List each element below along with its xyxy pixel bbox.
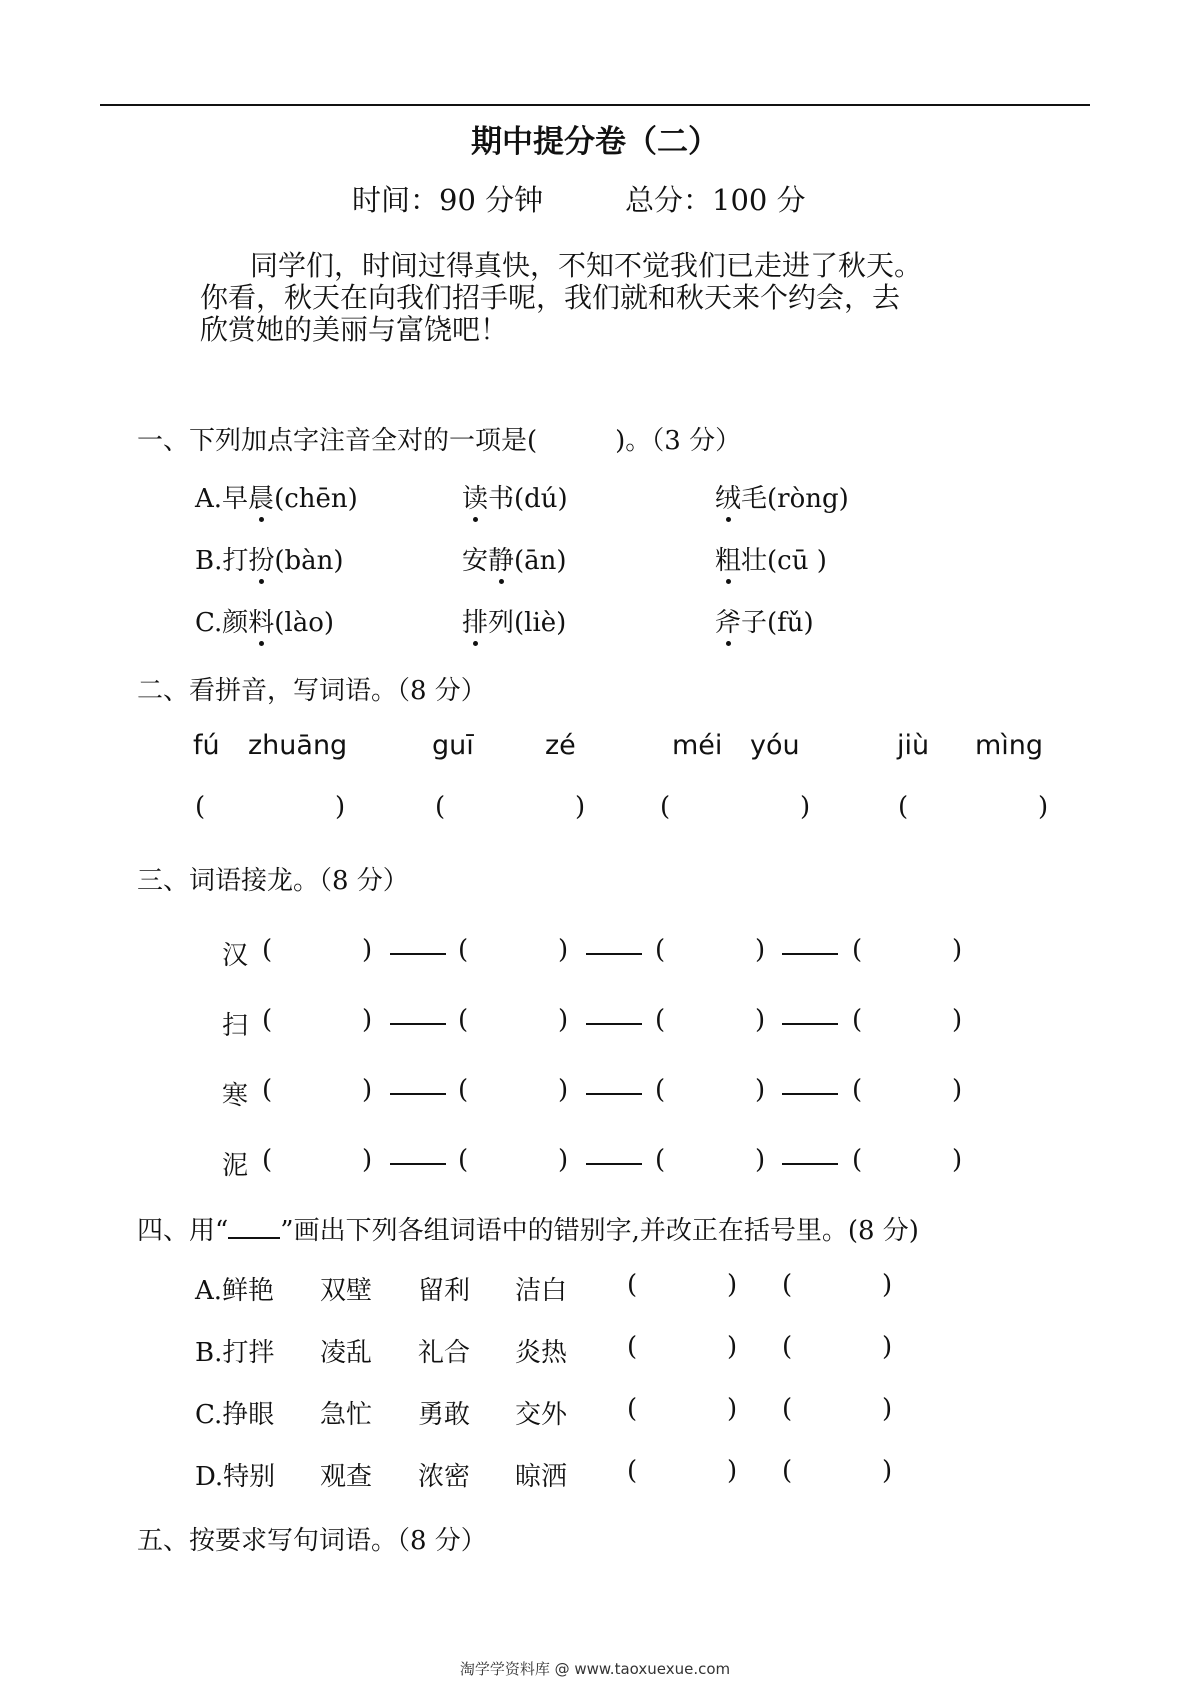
answer-paren-close: ) xyxy=(952,1005,963,1035)
answer-paren-open: ( xyxy=(782,1270,793,1300)
answer-paren-open: ( xyxy=(262,1075,273,1105)
pinyin-syllable: zé xyxy=(545,730,576,761)
exam-total-score: 总分：100 分 xyxy=(625,183,806,217)
q1-option xyxy=(195,602,334,639)
chain-dash xyxy=(390,953,446,955)
chain-start-char: 泥 xyxy=(222,1151,249,1181)
pinyin-syllable: guī xyxy=(432,730,474,761)
answer-paren-open: ( xyxy=(655,935,666,965)
footer-watermark: 淘学学资料库 @ www.taoxuexue.com xyxy=(459,1660,731,1678)
answer-paren-open: ( xyxy=(655,1075,666,1105)
q1-heading: 一、下列加点字注音全对的一项是( )。（3 分） xyxy=(137,426,742,456)
answer-paren-close: ) xyxy=(727,1270,738,1300)
answer-paren-close: ) xyxy=(558,1075,569,1105)
chain-dash xyxy=(586,953,642,955)
answer-paren-close: ) xyxy=(755,935,766,965)
answer-paren-open: ( xyxy=(435,792,446,822)
intro-line-3: 欣赏她的美丽与富饶吧！ xyxy=(200,313,509,346)
underline-sample xyxy=(228,1217,280,1239)
answer-paren-close: ) xyxy=(558,935,569,965)
answer-paren-open: ( xyxy=(262,1005,273,1035)
option-pinyin: (ān) xyxy=(514,546,567,576)
q4-word: B.打拌 xyxy=(195,1338,275,1368)
pinyin-syllable: jiù xyxy=(897,730,930,761)
answer-paren-close: ) xyxy=(362,1145,373,1175)
q4-word: 炎热 xyxy=(515,1338,568,1368)
pinyin-syllable: méi xyxy=(672,730,723,761)
q4-word: 洁白 xyxy=(515,1276,568,1306)
q4-word: D.特别 xyxy=(195,1462,276,1492)
chain-dash xyxy=(782,953,838,955)
answer-paren-open: ( xyxy=(782,1332,793,1362)
q1-option xyxy=(195,540,344,577)
answer-paren-close: ) xyxy=(1038,792,1049,822)
page-title: 期中提分卷（二） xyxy=(471,124,719,160)
answer-paren-close: ) xyxy=(575,792,586,822)
answer-paren-open: ( xyxy=(782,1456,793,1486)
option-pinyin: (bàn) xyxy=(274,546,344,576)
option-text: A.早 xyxy=(195,484,249,514)
answer-paren-close: ) xyxy=(882,1394,893,1424)
dotted-char: 晨 xyxy=(248,478,274,515)
answer-paren-close: ) xyxy=(755,1005,766,1035)
q4-word: 观查 xyxy=(320,1462,373,1492)
q4-heading-end: ”画出下列各组词语中的错别字,并改正在括号里。(8 分) xyxy=(280,1216,919,1246)
answer-paren-open: ( xyxy=(898,792,909,822)
chain-start-char: 寒 xyxy=(222,1081,249,1111)
q4-heading xyxy=(137,1210,919,1247)
option-text: C.颜 xyxy=(195,608,249,638)
dotted-char: 料 xyxy=(248,602,274,639)
answer-paren-open: ( xyxy=(195,792,206,822)
chain-dash xyxy=(390,1163,446,1165)
intro-line-2: 你看，秋天在向我们招手呢，我们就和秋天来个约会，去 xyxy=(200,281,901,314)
answer-paren-open: ( xyxy=(627,1270,638,1300)
answer-paren-open: ( xyxy=(627,1456,638,1486)
pinyin-syllable: mìng xyxy=(975,730,1044,761)
answer-paren-open: ( xyxy=(262,935,273,965)
intro-line-1: 同学们，时间过得真快，不知不觉我们已走进了秋天。 xyxy=(250,249,923,282)
pinyin-syllable: fú xyxy=(193,730,220,761)
option-pinyin: (chēn) xyxy=(274,484,358,514)
answer-paren-open: ( xyxy=(852,935,863,965)
q4-word: 留利 xyxy=(418,1276,471,1306)
chain-dash xyxy=(586,1163,642,1165)
answer-paren-open: ( xyxy=(627,1332,638,1362)
answer-paren-close: ) xyxy=(755,1075,766,1105)
answer-paren-open: ( xyxy=(782,1394,793,1424)
answer-paren-close: ) xyxy=(882,1332,893,1362)
q1-option xyxy=(715,602,814,639)
q4-heading-start: 四、用“ xyxy=(137,1216,229,1246)
answer-paren-open: ( xyxy=(655,1005,666,1035)
option-text: B.打 xyxy=(195,546,249,576)
answer-paren-close: ) xyxy=(755,1145,766,1175)
q4-word: C.挣眼 xyxy=(195,1400,275,1430)
option-pinyin: 毛(ròng) xyxy=(741,484,849,514)
answer-paren-open: ( xyxy=(627,1394,638,1424)
answer-paren-open: ( xyxy=(852,1005,863,1035)
chain-dash xyxy=(390,1093,446,1095)
option-text: 安 xyxy=(462,546,489,576)
option-pinyin: 子(fǔ) xyxy=(741,608,814,638)
answer-paren-close: ) xyxy=(952,1075,963,1105)
answer-paren-close: ) xyxy=(558,1005,569,1035)
option-pinyin: 壮(cū ) xyxy=(741,546,827,576)
exam-time: 时间：90 分钟 xyxy=(352,183,544,217)
answer-paren-close: ) xyxy=(800,792,811,822)
q4-word: A.鲜艳 xyxy=(195,1276,275,1306)
header-rule xyxy=(100,104,1090,106)
pinyin-syllable: yóu xyxy=(750,730,800,761)
q4-word: 双壁 xyxy=(320,1276,373,1306)
chain-dash xyxy=(586,1023,642,1025)
dotted-char: 斧 xyxy=(715,602,741,639)
q4-word: 急忙 xyxy=(320,1400,373,1430)
answer-paren-close: ) xyxy=(882,1456,893,1486)
answer-paren-open: ( xyxy=(660,792,671,822)
answer-paren-open: ( xyxy=(458,1005,469,1035)
answer-paren-open: ( xyxy=(655,1145,666,1175)
q1-option xyxy=(195,478,358,515)
answer-paren-close: ) xyxy=(952,1145,963,1175)
chain-start-char: 汉 xyxy=(222,941,249,971)
pinyin-syllable: zhuāng xyxy=(248,730,348,761)
answer-paren-open: ( xyxy=(852,1075,863,1105)
q4-word: 晾洒 xyxy=(515,1462,568,1492)
dotted-char: 绒 xyxy=(715,478,741,515)
option-pinyin: 列(liè) xyxy=(488,608,567,638)
q4-word: 礼合 xyxy=(418,1338,471,1368)
chain-start-char: 扫 xyxy=(222,1011,249,1041)
answer-paren-open: ( xyxy=(262,1145,273,1175)
q1-option xyxy=(462,478,568,515)
q3-heading: 三、词语接龙。（8 分） xyxy=(137,866,409,896)
answer-paren-close: ) xyxy=(362,1075,373,1105)
dotted-char: 粗 xyxy=(715,540,741,577)
dotted-char: 扮 xyxy=(248,540,274,577)
answer-paren-close: ) xyxy=(727,1332,738,1362)
option-pinyin: 书(dú) xyxy=(488,484,568,514)
dotted-char: 静 xyxy=(488,540,514,577)
q1-option xyxy=(462,602,566,639)
q4-word: 浓密 xyxy=(418,1462,471,1492)
answer-paren-close: ) xyxy=(335,792,346,822)
answer-paren-close: ) xyxy=(952,935,963,965)
q1-option xyxy=(715,540,827,577)
q1-option xyxy=(715,478,849,515)
q1-option xyxy=(462,540,567,577)
q2-heading: 二、看拼音，写词语。（8 分） xyxy=(137,676,487,706)
answer-paren-close: ) xyxy=(362,1005,373,1035)
answer-paren-open: ( xyxy=(852,1145,863,1175)
answer-paren-close: ) xyxy=(727,1394,738,1424)
answer-paren-close: ) xyxy=(362,935,373,965)
q4-word: 凌乱 xyxy=(320,1338,373,1368)
q5-heading: 五、按要求写句词语。（8 分） xyxy=(137,1526,487,1556)
answer-paren-close: ) xyxy=(727,1456,738,1486)
answer-paren-open: ( xyxy=(458,1145,469,1175)
answer-paren-close: ) xyxy=(558,1145,569,1175)
answer-paren-open: ( xyxy=(458,935,469,965)
q4-word: 勇敢 xyxy=(418,1400,471,1430)
chain-dash xyxy=(586,1093,642,1095)
chain-dash xyxy=(390,1023,446,1025)
chain-dash xyxy=(782,1093,838,1095)
answer-paren-open: ( xyxy=(458,1075,469,1105)
q4-word: 交外 xyxy=(515,1400,568,1430)
chain-dash xyxy=(782,1163,838,1165)
dotted-char: 读 xyxy=(462,478,488,515)
option-pinyin: (lào) xyxy=(274,608,335,638)
answer-paren-close: ) xyxy=(882,1270,893,1300)
dotted-char: 排 xyxy=(462,602,488,639)
chain-dash xyxy=(782,1023,838,1025)
